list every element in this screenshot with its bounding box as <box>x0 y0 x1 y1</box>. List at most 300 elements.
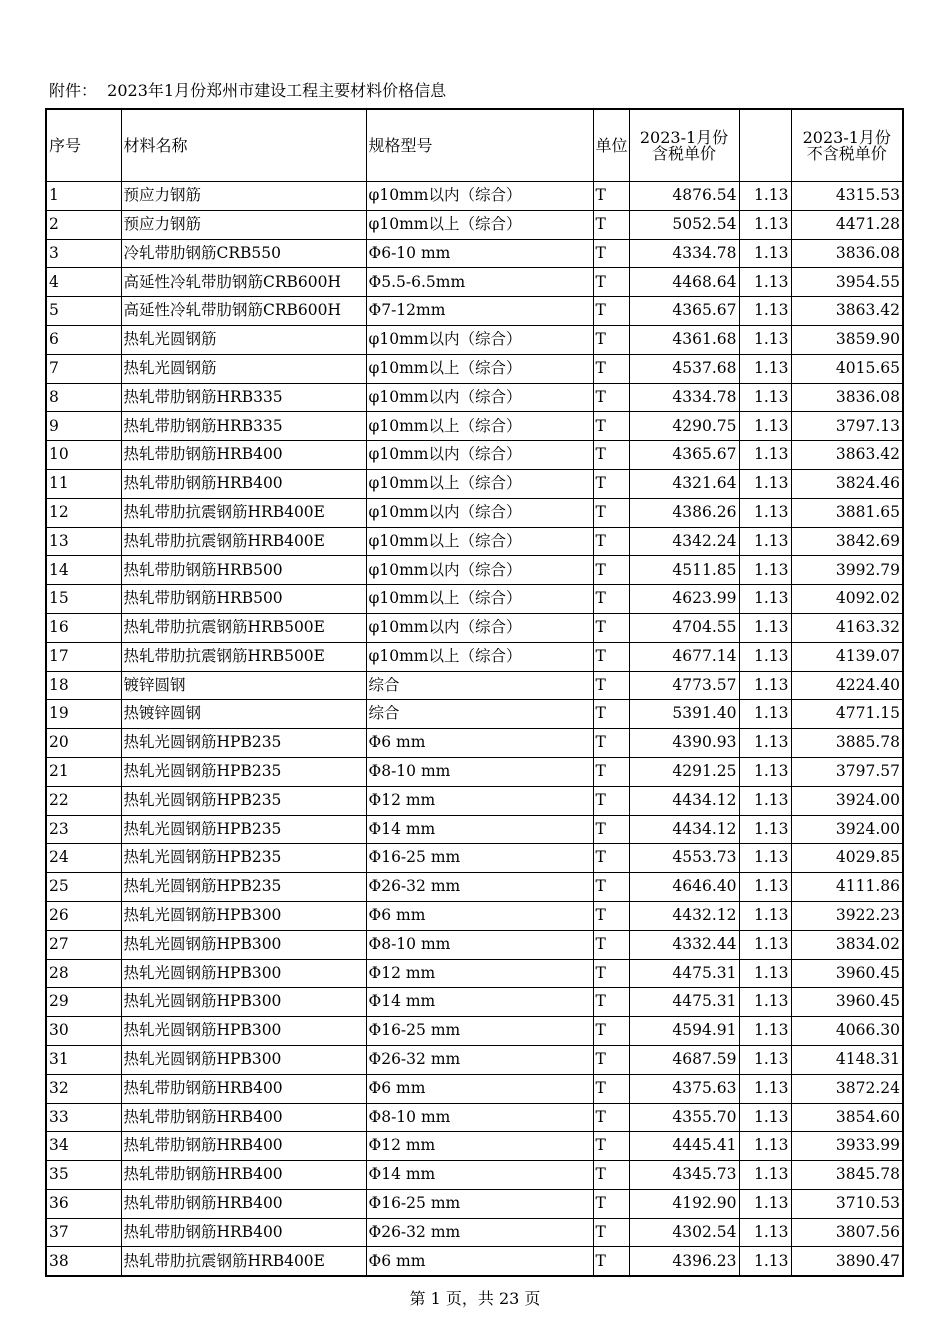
cell-price-tax: 4773.57 <box>629 671 739 700</box>
cell-material-name: 热轧带肋钢筋HRB400 <box>121 469 366 498</box>
cell-material-name: 热轧带肋抗震钢筋HRB400E <box>121 1247 366 1276</box>
cell-seq: 3 <box>46 239 121 268</box>
cell-price-tax: 4290.75 <box>629 412 739 441</box>
cell-price-tax: 4677.14 <box>629 642 739 671</box>
cell-unit: T <box>593 1074 629 1103</box>
cell-price-tax: 4334.78 <box>629 239 739 268</box>
cell-spec: Φ6 mm <box>366 1247 593 1276</box>
cell-material-name: 热轧带肋抗震钢筋HRB400E <box>121 527 366 556</box>
cell-spec: Φ6 mm <box>366 729 593 758</box>
cell-price-notax: 3836.08 <box>791 239 903 268</box>
cell-seq: 23 <box>46 815 121 844</box>
cell-unit: T <box>593 1161 629 1190</box>
cell-unit: T <box>593 182 629 211</box>
table-row <box>46 786 903 815</box>
cell-material-name: 镀锌圆钢 <box>121 671 366 700</box>
cell-material-name: 热轧光圆钢筋HPB235 <box>121 757 366 786</box>
cell-tax-rate: 1.13 <box>739 527 791 556</box>
cell-price-notax: 3922.23 <box>791 901 903 930</box>
table-row <box>46 757 903 786</box>
cell-price-notax: 3924.00 <box>791 786 903 815</box>
cell-price-notax: 3863.42 <box>791 441 903 470</box>
cell-spec: Φ6 mm <box>366 901 593 930</box>
cell-price-notax: 3885.78 <box>791 729 903 758</box>
cell-tax-rate: 1.13 <box>739 757 791 786</box>
cell-unit: T <box>593 988 629 1017</box>
cell-price-tax: 4432.12 <box>629 901 739 930</box>
cell-seq: 26 <box>46 901 121 930</box>
table-row <box>46 1017 903 1046</box>
cell-price-tax: 4876.54 <box>629 182 739 211</box>
cell-material-name: 热轧光圆钢筋HPB300 <box>121 1045 366 1074</box>
cell-spec: φ10mm以内（综合） <box>366 441 593 470</box>
cell-spec: Φ7-12mm <box>366 297 593 326</box>
cell-material-name: 高延性冷轧带肋钢筋CRB600H <box>121 268 366 297</box>
cell-unit: T <box>593 1103 629 1132</box>
cell-tax-rate: 1.13 <box>739 873 791 902</box>
cell-material-name: 冷轧带肋钢筋CRB550 <box>121 239 366 268</box>
header-unit: 单位 <box>593 109 629 182</box>
cell-price-tax: 4687.59 <box>629 1045 739 1074</box>
cell-price-notax: 4148.31 <box>791 1045 903 1074</box>
cell-price-notax: 3863.42 <box>791 297 903 326</box>
cell-price-notax: 3842.69 <box>791 527 903 556</box>
cell-price-tax: 4361.68 <box>629 325 739 354</box>
cell-material-name: 热轧带肋抗震钢筋HRB400E <box>121 498 366 527</box>
cell-unit: T <box>593 585 629 614</box>
table-row <box>46 469 903 498</box>
cell-tax-rate: 1.13 <box>739 182 791 211</box>
cell-spec: Φ16-25 mm <box>366 844 593 873</box>
cell-material-name: 热轧光圆钢筋HPB300 <box>121 1017 366 1046</box>
cell-price-notax: 4066.30 <box>791 1017 903 1046</box>
cell-price-tax: 4321.64 <box>629 469 739 498</box>
cell-unit: T <box>593 844 629 873</box>
cell-tax-rate: 1.13 <box>739 325 791 354</box>
cell-seq: 17 <box>46 642 121 671</box>
cell-tax-rate: 1.13 <box>739 239 791 268</box>
cell-price-tax: 4345.73 <box>629 1161 739 1190</box>
cell-spec: Φ16-25 mm <box>366 1189 593 1218</box>
cell-material-name: 热轧带肋钢筋HRB400 <box>121 1132 366 1161</box>
cell-tax-rate: 1.13 <box>739 1132 791 1161</box>
cell-price-tax: 4396.23 <box>629 1247 739 1276</box>
cell-seq: 28 <box>46 959 121 988</box>
table-row <box>46 873 903 902</box>
cell-tax-rate: 1.13 <box>739 268 791 297</box>
cell-spec: φ10mm以上（综合） <box>366 210 593 239</box>
cell-tax-rate: 1.13 <box>739 1218 791 1247</box>
table-row <box>46 959 903 988</box>
cell-price-tax: 4646.40 <box>629 873 739 902</box>
cell-spec: φ10mm以内（综合） <box>366 498 593 527</box>
cell-spec: Φ12 mm <box>366 1132 593 1161</box>
cell-tax-rate: 1.13 <box>739 297 791 326</box>
header-price-notax-line1: 2023-1月份 <box>802 127 891 147</box>
table-row <box>46 498 903 527</box>
cell-tax-rate: 1.13 <box>739 469 791 498</box>
header-rate <box>739 109 791 182</box>
cell-price-notax: 4015.65 <box>791 354 903 383</box>
cell-price-tax: 5052.54 <box>629 210 739 239</box>
header-name: 材料名称 <box>121 109 366 182</box>
cell-seq: 38 <box>46 1247 121 1276</box>
cell-tax-rate: 1.13 <box>739 412 791 441</box>
cell-material-name: 热轧带肋抗震钢筋HRB500E <box>121 642 366 671</box>
cell-unit: T <box>593 556 629 585</box>
cell-seq: 16 <box>46 613 121 642</box>
cell-price-notax: 3854.60 <box>791 1103 903 1132</box>
cell-spec: Φ14 mm <box>366 1161 593 1190</box>
cell-seq: 12 <box>46 498 121 527</box>
cell-price-tax: 4291.25 <box>629 757 739 786</box>
cell-price-notax: 4471.28 <box>791 210 903 239</box>
header-price-tax-line2: 含税单价 <box>651 143 716 163</box>
cell-seq: 29 <box>46 988 121 1017</box>
cell-unit: T <box>593 1189 629 1218</box>
table-row <box>46 383 903 412</box>
cell-price-tax: 4537.68 <box>629 354 739 383</box>
cell-seq: 20 <box>46 729 121 758</box>
cell-material-name: 热轧带肋钢筋HRB400 <box>121 1161 366 1190</box>
cell-tax-rate: 1.13 <box>739 729 791 758</box>
cell-material-name: 热轧光圆钢筋HPB300 <box>121 988 366 1017</box>
header-price-notax-line2: 不含税单价 <box>806 143 887 163</box>
cell-seq: 30 <box>46 1017 121 1046</box>
cell-tax-rate: 1.13 <box>739 1247 791 1276</box>
cell-price-notax: 4163.32 <box>791 613 903 642</box>
cell-seq: 24 <box>46 844 121 873</box>
table-row <box>46 700 903 729</box>
table-row <box>46 527 903 556</box>
cell-tax-rate: 1.13 <box>739 383 791 412</box>
table-row <box>46 441 903 470</box>
cell-price-notax: 4139.07 <box>791 642 903 671</box>
table-row <box>46 671 903 700</box>
cell-material-name: 热轧光圆钢筋HPB235 <box>121 873 366 902</box>
cell-unit: T <box>593 441 629 470</box>
cell-price-tax: 4390.93 <box>629 729 739 758</box>
price-table <box>45 108 904 1277</box>
cell-tax-rate: 1.13 <box>739 700 791 729</box>
cell-seq: 1 <box>46 182 121 211</box>
cell-spec: φ10mm以上（综合） <box>366 354 593 383</box>
cell-price-notax: 3710.53 <box>791 1189 903 1218</box>
cell-spec: 综合 <box>366 671 593 700</box>
table-row <box>46 585 903 614</box>
cell-material-name: 热轧带肋钢筋HRB400 <box>121 1218 366 1247</box>
header-spec: 规格型号 <box>366 109 593 182</box>
cell-seq: 14 <box>46 556 121 585</box>
cell-tax-rate: 1.13 <box>739 930 791 959</box>
cell-price-tax: 4704.55 <box>629 613 739 642</box>
cell-price-tax: 4445.41 <box>629 1132 739 1161</box>
table-row <box>46 642 903 671</box>
table-row <box>46 354 903 383</box>
cell-seq: 13 <box>46 527 121 556</box>
cell-material-name: 热轧带肋钢筋HRB400 <box>121 1103 366 1132</box>
header-seq: 序号 <box>46 109 121 182</box>
cell-material-name: 热轧光圆钢筋HPB300 <box>121 930 366 959</box>
table-row <box>46 239 903 268</box>
cell-tax-rate: 1.13 <box>739 959 791 988</box>
table-row <box>46 930 903 959</box>
cell-seq: 33 <box>46 1103 121 1132</box>
cell-seq: 15 <box>46 585 121 614</box>
cell-price-notax: 4111.86 <box>791 873 903 902</box>
cell-unit: T <box>593 700 629 729</box>
cell-price-notax: 3824.46 <box>791 469 903 498</box>
header-price-tax <box>629 109 739 182</box>
table-row <box>46 988 903 1017</box>
cell-material-name: 热轧带肋钢筋HRB500 <box>121 585 366 614</box>
cell-material-name: 热轧光圆钢筋HPB235 <box>121 729 366 758</box>
cell-price-notax: 4092.02 <box>791 585 903 614</box>
cell-unit: T <box>593 1218 629 1247</box>
table-row <box>46 901 903 930</box>
cell-tax-rate: 1.13 <box>739 844 791 873</box>
cell-material-name: 热轧光圆钢筋 <box>121 325 366 354</box>
cell-spec: φ10mm以上（综合） <box>366 412 593 441</box>
cell-price-notax: 3797.57 <box>791 757 903 786</box>
cell-seq: 18 <box>46 671 121 700</box>
header-price-tax-line1: 2023-1月份 <box>639 127 729 147</box>
cell-price-tax: 4434.12 <box>629 815 739 844</box>
cell-tax-rate: 1.13 <box>739 441 791 470</box>
cell-seq: 36 <box>46 1189 121 1218</box>
cell-seq: 7 <box>46 354 121 383</box>
cell-unit: T <box>593 959 629 988</box>
cell-price-notax: 3881.65 <box>791 498 903 527</box>
cell-tax-rate: 1.13 <box>739 210 791 239</box>
cell-price-notax: 3834.02 <box>791 930 903 959</box>
cell-tax-rate: 1.13 <box>739 901 791 930</box>
table-row <box>46 1132 903 1161</box>
table-row <box>46 844 903 873</box>
cell-tax-rate: 1.13 <box>739 1103 791 1132</box>
cell-unit: T <box>593 325 629 354</box>
cell-tax-rate: 1.13 <box>739 642 791 671</box>
cell-price-notax: 3992.79 <box>791 556 903 585</box>
cell-unit: T <box>593 729 629 758</box>
cell-spec: Φ12 mm <box>366 786 593 815</box>
cell-material-name: 热轧光圆钢筋HPB235 <box>121 815 366 844</box>
cell-seq: 19 <box>46 700 121 729</box>
cell-spec: φ10mm以上（综合） <box>366 527 593 556</box>
cell-seq: 34 <box>46 1132 121 1161</box>
cell-price-tax: 4594.91 <box>629 1017 739 1046</box>
cell-tax-rate: 1.13 <box>739 354 791 383</box>
cell-spec: Φ26-32 mm <box>366 873 593 902</box>
cell-seq: 6 <box>46 325 121 354</box>
cell-seq: 5 <box>46 297 121 326</box>
table-row <box>46 815 903 844</box>
cell-price-notax: 3960.45 <box>791 959 903 988</box>
cell-price-tax: 4334.78 <box>629 383 739 412</box>
cell-spec: φ10mm以内（综合） <box>366 556 593 585</box>
cell-tax-rate: 1.13 <box>739 1045 791 1074</box>
cell-price-notax: 3797.13 <box>791 412 903 441</box>
cell-unit: T <box>593 210 629 239</box>
cell-unit: T <box>593 469 629 498</box>
cell-seq: 10 <box>46 441 121 470</box>
cell-price-tax: 4468.64 <box>629 268 739 297</box>
cell-tax-rate: 1.13 <box>739 613 791 642</box>
table-row <box>46 297 903 326</box>
cell-price-notax: 3890.47 <box>791 1247 903 1276</box>
cell-seq: 32 <box>46 1074 121 1103</box>
table-row <box>46 325 903 354</box>
header-price-notax <box>791 109 903 182</box>
cell-price-tax: 4365.67 <box>629 441 739 470</box>
cell-tax-rate: 1.13 <box>739 498 791 527</box>
cell-spec: φ10mm以内（综合） <box>366 325 593 354</box>
cell-seq: 37 <box>46 1218 121 1247</box>
cell-price-notax: 4029.85 <box>791 844 903 873</box>
cell-unit: T <box>593 786 629 815</box>
cell-tax-rate: 1.13 <box>739 1074 791 1103</box>
cell-spec: Φ26-32 mm <box>366 1045 593 1074</box>
cell-unit: T <box>593 757 629 786</box>
cell-price-notax: 3845.78 <box>791 1161 903 1190</box>
cell-material-name: 热镀锌圆钢 <box>121 700 366 729</box>
cell-unit: T <box>593 815 629 844</box>
cell-unit: T <box>593 239 629 268</box>
cell-spec: Φ5.5-6.5mm <box>366 268 593 297</box>
cell-material-name: 热轧带肋抗震钢筋HRB500E <box>121 613 366 642</box>
table-row <box>46 613 903 642</box>
cell-price-notax: 4224.40 <box>791 671 903 700</box>
cell-unit: T <box>593 1247 629 1276</box>
table-row <box>46 182 903 211</box>
table-row <box>46 556 903 585</box>
cell-material-name: 热轧带肋钢筋HRB500 <box>121 556 366 585</box>
table-row <box>46 1074 903 1103</box>
cell-seq: 27 <box>46 930 121 959</box>
cell-seq: 22 <box>46 786 121 815</box>
cell-unit: T <box>593 527 629 556</box>
cell-tax-rate: 1.13 <box>739 671 791 700</box>
table-row <box>46 1247 903 1276</box>
cell-price-tax: 5391.40 <box>629 700 739 729</box>
cell-material-name: 热轧光圆钢筋HPB300 <box>121 959 366 988</box>
cell-unit: T <box>593 901 629 930</box>
cell-unit: T <box>593 268 629 297</box>
cell-material-name: 热轧光圆钢筋 <box>121 354 366 383</box>
cell-seq: 4 <box>46 268 121 297</box>
cell-price-tax: 4355.70 <box>629 1103 739 1132</box>
cell-price-notax: 3872.24 <box>791 1074 903 1103</box>
cell-unit: T <box>593 873 629 902</box>
cell-spec: Φ12 mm <box>366 959 593 988</box>
cell-tax-rate: 1.13 <box>739 556 791 585</box>
cell-tax-rate: 1.13 <box>739 585 791 614</box>
cell-price-tax: 4434.12 <box>629 786 739 815</box>
cell-price-notax: 3924.00 <box>791 815 903 844</box>
cell-price-notax: 4315.53 <box>791 182 903 211</box>
cell-material-name: 热轧带肋钢筋HRB335 <box>121 383 366 412</box>
cell-unit: T <box>593 498 629 527</box>
cell-unit: T <box>593 1017 629 1046</box>
cell-spec: Φ26-32 mm <box>366 1218 593 1247</box>
cell-tax-rate: 1.13 <box>739 1161 791 1190</box>
cell-seq: 31 <box>46 1045 121 1074</box>
cell-price-tax: 4342.24 <box>629 527 739 556</box>
cell-spec: Φ6-10 mm <box>366 239 593 268</box>
cell-spec: φ10mm以内（综合） <box>366 182 593 211</box>
cell-unit: T <box>593 671 629 700</box>
cell-unit: T <box>593 383 629 412</box>
cell-price-notax: 3954.55 <box>791 268 903 297</box>
cell-price-tax: 4375.63 <box>629 1074 739 1103</box>
cell-spec: φ10mm以内（综合） <box>366 383 593 412</box>
cell-seq: 21 <box>46 757 121 786</box>
cell-material-name: 热轧光圆钢筋HPB300 <box>121 901 366 930</box>
cell-seq: 35 <box>46 1161 121 1190</box>
cell-unit: T <box>593 930 629 959</box>
cell-unit: T <box>593 642 629 671</box>
cell-price-tax: 4386.26 <box>629 498 739 527</box>
cell-price-tax: 4475.31 <box>629 959 739 988</box>
table-row <box>46 1045 903 1074</box>
cell-price-notax: 3960.45 <box>791 988 903 1017</box>
table-row <box>46 1103 903 1132</box>
cell-tax-rate: 1.13 <box>739 988 791 1017</box>
cell-price-tax: 4511.85 <box>629 556 739 585</box>
table-row <box>46 1189 903 1218</box>
cell-spec: Φ16-25 mm <box>366 1017 593 1046</box>
table-row <box>46 412 903 441</box>
cell-tax-rate: 1.13 <box>739 815 791 844</box>
cell-spec: Φ8-10 mm <box>366 930 593 959</box>
cell-spec: Φ14 mm <box>366 815 593 844</box>
cell-unit: T <box>593 1045 629 1074</box>
cell-spec: Φ14 mm <box>366 988 593 1017</box>
cell-seq: 2 <box>46 210 121 239</box>
cell-material-name: 预应力钢筋 <box>121 182 366 211</box>
cell-tax-rate: 1.13 <box>739 786 791 815</box>
cell-price-tax: 4553.73 <box>629 844 739 873</box>
cell-spec: Φ8-10 mm <box>366 757 593 786</box>
cell-spec: 综合 <box>366 700 593 729</box>
cell-spec: φ10mm以内（综合） <box>366 613 593 642</box>
table-row <box>46 1161 903 1190</box>
cell-price-tax: 4623.99 <box>629 585 739 614</box>
cell-spec: φ10mm以上（综合） <box>366 469 593 498</box>
cell-price-tax: 4332.44 <box>629 930 739 959</box>
cell-price-notax: 4771.15 <box>791 700 903 729</box>
table-row <box>46 1218 903 1247</box>
cell-price-notax: 3933.99 <box>791 1132 903 1161</box>
table-body <box>46 182 903 1277</box>
cell-unit: T <box>593 412 629 441</box>
cell-spec: φ10mm以上（综合） <box>366 585 593 614</box>
cell-material-name: 热轧带肋钢筋HRB335 <box>121 412 366 441</box>
cell-price-tax: 4475.31 <box>629 988 739 1017</box>
cell-seq: 8 <box>46 383 121 412</box>
table-row <box>46 729 903 758</box>
cell-material-name: 热轧光圆钢筋HPB235 <box>121 844 366 873</box>
cell-tax-rate: 1.13 <box>739 1017 791 1046</box>
cell-price-notax: 3836.08 <box>791 383 903 412</box>
cell-seq: 9 <box>46 412 121 441</box>
cell-unit: T <box>593 297 629 326</box>
cell-price-notax: 3859.90 <box>791 325 903 354</box>
document-title: 附件： 2023年1月份郑州市建设工程主要材料价格信息 <box>49 81 447 100</box>
table-row <box>46 268 903 297</box>
cell-tax-rate: 1.13 <box>739 1189 791 1218</box>
cell-unit: T <box>593 354 629 383</box>
